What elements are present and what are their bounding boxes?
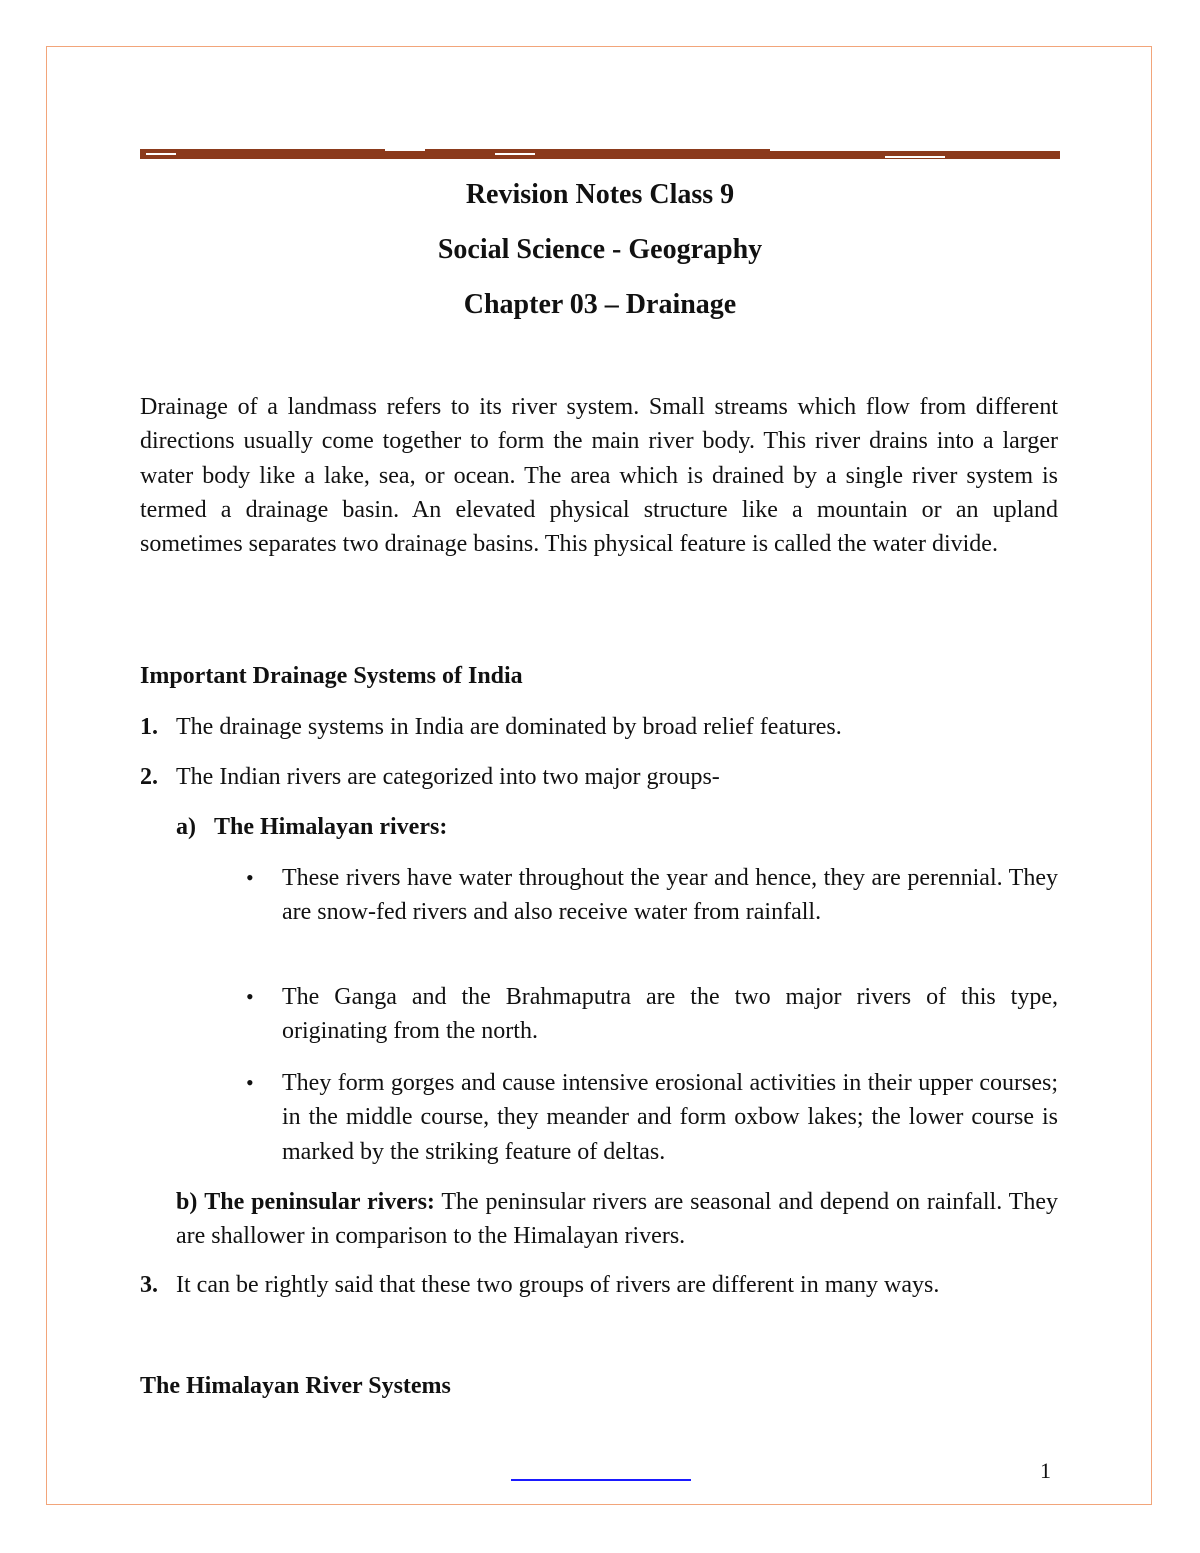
intro-paragraph: Drainage of a landmass refers to its river system. Small streams which flow from different directions usually come together to form the main river body. This river drains into a larger water body like a lake, sea, or ocean. The area which is drained by a single river system is termed a drainage basin. An elevated physical structure like a mountain or an upland sometimes separates two drainage basins. This physical feature is called the water divide. — [140, 394, 1058, 558]
sub-item-text: The peninsular rivers are seasonal and depend on rainfall. They are shallower in comparison to the Himalayan rivers. — [176, 1189, 1058, 1250]
item-number: 2. — [140, 764, 158, 790]
header-rule — [140, 146, 1060, 162]
page-number: 1 — [1040, 1458, 1051, 1483]
bullet-item-ganga-brahmaputra — [246, 980, 1058, 1049]
title-chapter: Chapter 03 – Drainage — [463, 289, 737, 320]
item-text: It can be rightly said that these two groups of rivers are different in many ways. — [176, 1272, 940, 1298]
bullet-text: These rivers have water throughout the year and hence, they are perennial. They are snow-fed rivers and also receive water from rainfall. — [282, 865, 1058, 926]
section-heading-drainage-systems: Important Drainage Systems of India — [140, 663, 523, 689]
sub-item-himalayan — [176, 810, 1058, 844]
item-text: The Indian rivers are categorized into two major groups- — [176, 764, 720, 790]
sub-item-peninsular — [176, 1185, 1058, 1254]
bullet-icon: • — [246, 1070, 254, 1095]
item-number: 1. — [140, 714, 158, 740]
title-subject: Social Science - Geography — [437, 234, 763, 265]
title-class: Revision Notes Class 9 — [465, 179, 735, 210]
numbered-item-3 — [140, 1270, 1058, 1300]
footer-link[interactable] — [511, 1479, 691, 1481]
bullet-text: They form gorges and cause intensive erosional activities in their upper courses; in the middle course, they meander and form oxbow lakes; the lower course is marked by the striking feature of deltas. — [282, 1070, 1058, 1165]
bullet-text: The Ganga and the Brahmaputra are the two major rivers of this type, originating from the north. — [282, 984, 1058, 1045]
numbered-item-1 — [140, 712, 1058, 742]
bullet-icon: • — [246, 865, 254, 890]
numbered-item-2 — [140, 762, 1058, 792]
sub-item-title: The Himalayan rivers: — [214, 814, 448, 840]
sub-item-mark: a) — [176, 814, 196, 840]
sub-item-mark: b) — [176, 1189, 198, 1215]
item-number: 3. — [140, 1272, 158, 1298]
bullet-item-gorges — [246, 1066, 1058, 1169]
bullet-icon: • — [246, 984, 254, 1009]
section-heading-himalayan-river-systems: The Himalayan River Systems — [140, 1373, 451, 1399]
bullet-item-perennial — [246, 861, 1058, 930]
item-text: The drainage systems in India are dominated by broad relief features. — [176, 714, 842, 740]
sub-item-title: The peninsular rivers: — [204, 1189, 435, 1215]
